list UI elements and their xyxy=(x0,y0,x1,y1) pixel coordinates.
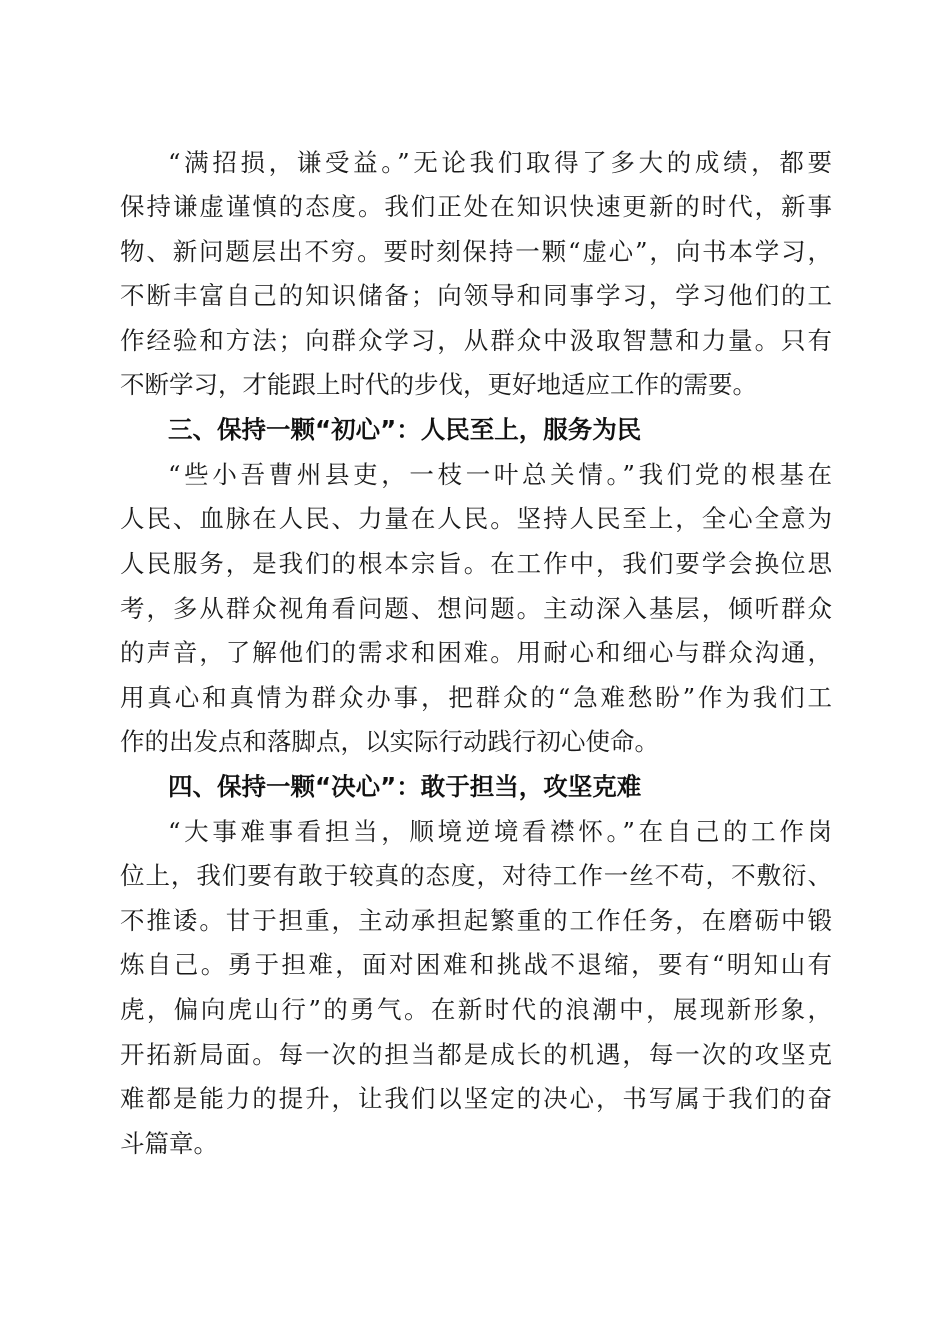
paragraph-line: 斗篇章。 xyxy=(120,1129,218,1158)
paragraph-line: “满招损，谦受益。”无论我们取得了多大的成绩，都要 xyxy=(168,148,832,177)
paragraph-line: 开拓新局面。每一次的担当都是成长的机遇，每一次的攻坚克 xyxy=(120,1040,832,1069)
paragraph-line: 的声音，了解他们的需求和困难。用耐心和细心与群众沟通， xyxy=(120,638,832,667)
paragraph-line: 人民、血脉在人民、力量在人民。坚持人民至上，全心全意为 xyxy=(120,504,832,533)
paragraph-line: “些小吾曹州县吏，一枝一叶总关情。”我们党的根基在 xyxy=(168,460,832,489)
paragraph-line: 虎，偏向虎山行”的勇气。在新时代的浪潮中，展现新形象， xyxy=(120,995,832,1024)
section-heading-determination: 四、保持一颗“决心”：敢于担当，攻坚克难 xyxy=(168,772,642,801)
paragraph-line: 用真心和真情为群众办事，把群众的“急难愁盼”作为我们工 xyxy=(120,683,832,712)
paragraph-line: 不断学习，才能跟上时代的步伐，更好地适应工作的需要。 xyxy=(120,370,757,399)
paragraph-line: 考，多从群众视角看问题、想问题。主动深入基层，倾听群众 xyxy=(120,594,832,623)
paragraph-line: 难都是能力的提升，让我们以坚定的决心，书写属于我们的奋 xyxy=(120,1084,832,1113)
section-heading-original-aspiration: 三、保持一颗“初心”：人民至上，服务为民 xyxy=(168,415,642,444)
paragraph-line: 不断丰富自己的知识储备；向领导和同事学习，学习他们的工 xyxy=(120,281,832,310)
paragraph-line: 作经验和方法；向群众学习，从群众中汲取智慧和力量。只有 xyxy=(120,326,832,355)
paragraph-line: 保持谦虚谨慎的态度。我们正处在知识快速更新的时代，新事 xyxy=(120,192,832,221)
paragraph-line: 人民服务，是我们的根本宗旨。在工作中，我们要学会换位思 xyxy=(120,549,832,578)
paragraph-line: 位上，我们要有敢于较真的态度，对待工作一丝不苟，不敷衍、 xyxy=(120,861,832,890)
paragraph-line: 作的出发点和落脚点，以实际行动践行初心使命。 xyxy=(120,727,659,756)
paragraph-line: 不推诿。甘于担重，主动承担起繁重的工作任务，在磨砺中锻 xyxy=(120,906,832,935)
paragraph-line: “大事难事看担当，顺境逆境看襟怀。”在自己的工作岗 xyxy=(168,817,832,846)
paragraph-line: 物、新问题层出不穷。要时刻保持一颗“虚心”，向书本学习， xyxy=(120,237,832,266)
paragraph-line: 炼自己。勇于担难，面对困难和挑战不退缩，要有“明知山有 xyxy=(120,950,832,979)
